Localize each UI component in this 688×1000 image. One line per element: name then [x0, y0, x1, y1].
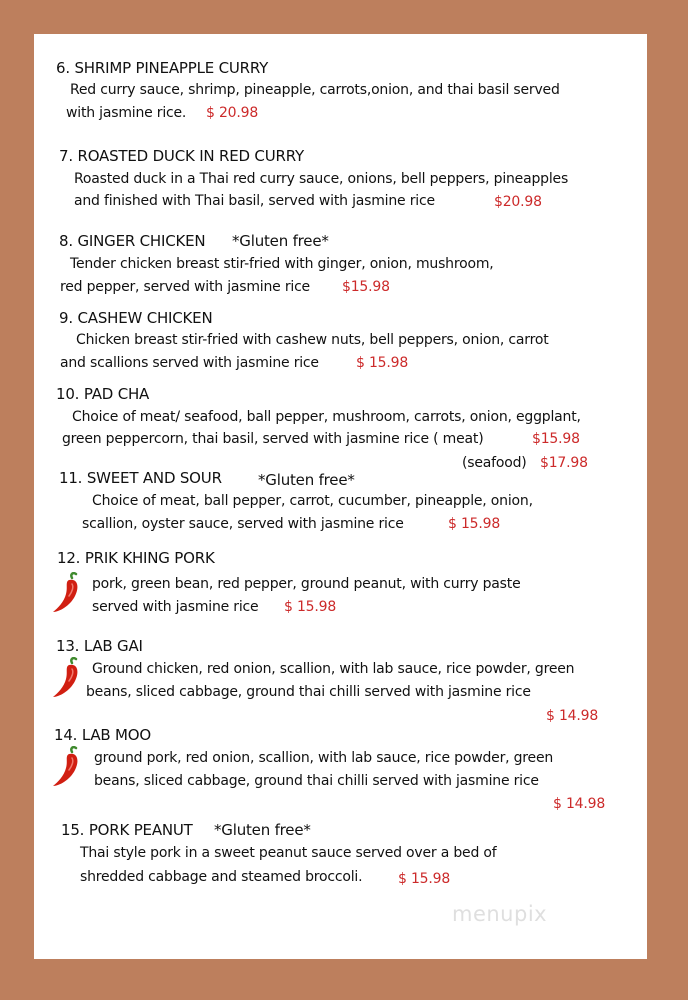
item-description: red pepper, served with jasmine rice	[60, 279, 310, 295]
gluten-free-note: *Gluten free*	[214, 821, 311, 839]
item-title: 12. PRIK KHING PORK	[57, 549, 215, 567]
gluten-free-note: *Gluten free*	[258, 471, 355, 489]
item-price: $ 20.98	[206, 105, 259, 121]
chili-pepper-icon	[50, 657, 84, 699]
item-description: beans, sliced cabbage, ground thai chilli served with jasmine rice	[94, 773, 539, 789]
menupix-watermark: menupix	[452, 902, 548, 926]
item-title: 15. PORK PEANUT	[61, 821, 193, 839]
item-title: 7. ROASTED DUCK IN RED CURRY	[59, 147, 304, 165]
gluten-free-note: *Gluten free*	[232, 232, 329, 250]
item-description: Red curry sauce, shrimp, pineapple, carrots,onion, and thai basil served	[70, 82, 560, 98]
item-description: Choice of meat, ball pepper, carrot, cucumber, pineapple, onion,	[92, 493, 533, 509]
item-title: 6. SHRIMP PINEAPPLE CURRY	[56, 59, 269, 77]
item-description: shredded cabbage and steamed broccoli.	[80, 869, 363, 885]
item-description: and scallions served with jasmine rice	[60, 355, 319, 371]
item-price: $ 15.98	[356, 355, 409, 371]
item-description: Thai style pork in a sweet peanut sauce served over a bed of	[80, 845, 497, 861]
item-title: 13. LAB GAI	[56, 637, 143, 655]
item-description: with jasmine rice.	[66, 105, 187, 121]
item-description: served with jasmine rice	[92, 599, 259, 615]
item-title: 8. GINGER CHICKEN	[59, 232, 206, 250]
item-price: $20.98	[494, 194, 542, 210]
item-description: beans, sliced cabbage, ground thai chilli served with jasmine rice	[86, 684, 531, 700]
item-description: green peppercorn, thai basil, served with jasmine rice ( meat)	[62, 431, 484, 447]
item-price: $ 15.98	[398, 871, 451, 887]
item-description: and finished with Thai basil, served with jasmine rice	[74, 193, 435, 209]
item-title: 11. SWEET AND SOUR	[59, 469, 222, 487]
item-description: pork, green bean, red pepper, ground peanut, with curry paste	[92, 576, 521, 592]
item-description: Ground chicken, red onion, scallion, with lab sauce, rice powder, green	[92, 661, 575, 677]
item-price: $ 15.98	[448, 516, 501, 532]
seafood-label: (seafood)	[462, 455, 527, 471]
chili-pepper-icon	[50, 572, 84, 614]
item-description: Roasted duck in a Thai red curry sauce, onions, bell peppers, pineapples	[74, 171, 569, 187]
item-title: 9. CASHEW CHICKEN	[59, 309, 213, 327]
item-price: $ 14.98	[553, 796, 606, 812]
item-price: $ 14.98	[546, 708, 599, 724]
item-price: $15.98	[532, 431, 580, 447]
item-description: Tender chicken breast stir-fried with ginger, onion, mushroom,	[70, 256, 494, 272]
item-description: Choice of meat/ seafood, ball pepper, mushroom, carrots, onion, eggplant,	[72, 409, 581, 425]
item-description: scallion, oyster sauce, served with jasmine rice	[82, 516, 404, 532]
item-price: $15.98	[342, 279, 390, 295]
menu-page	[34, 34, 647, 959]
chili-pepper-icon	[50, 746, 84, 788]
item-price-seafood: $17.98	[540, 455, 588, 471]
item-title: 10. PAD CHA	[56, 385, 150, 403]
item-description: ground pork, red onion, scallion, with lab sauce, rice powder, green	[94, 750, 554, 766]
item-title: 14. LAB MOO	[54, 726, 151, 744]
item-price: $ 15.98	[284, 599, 337, 615]
item-description: Chicken breast stir-fried with cashew nuts, bell peppers, onion, carrot	[76, 332, 549, 348]
